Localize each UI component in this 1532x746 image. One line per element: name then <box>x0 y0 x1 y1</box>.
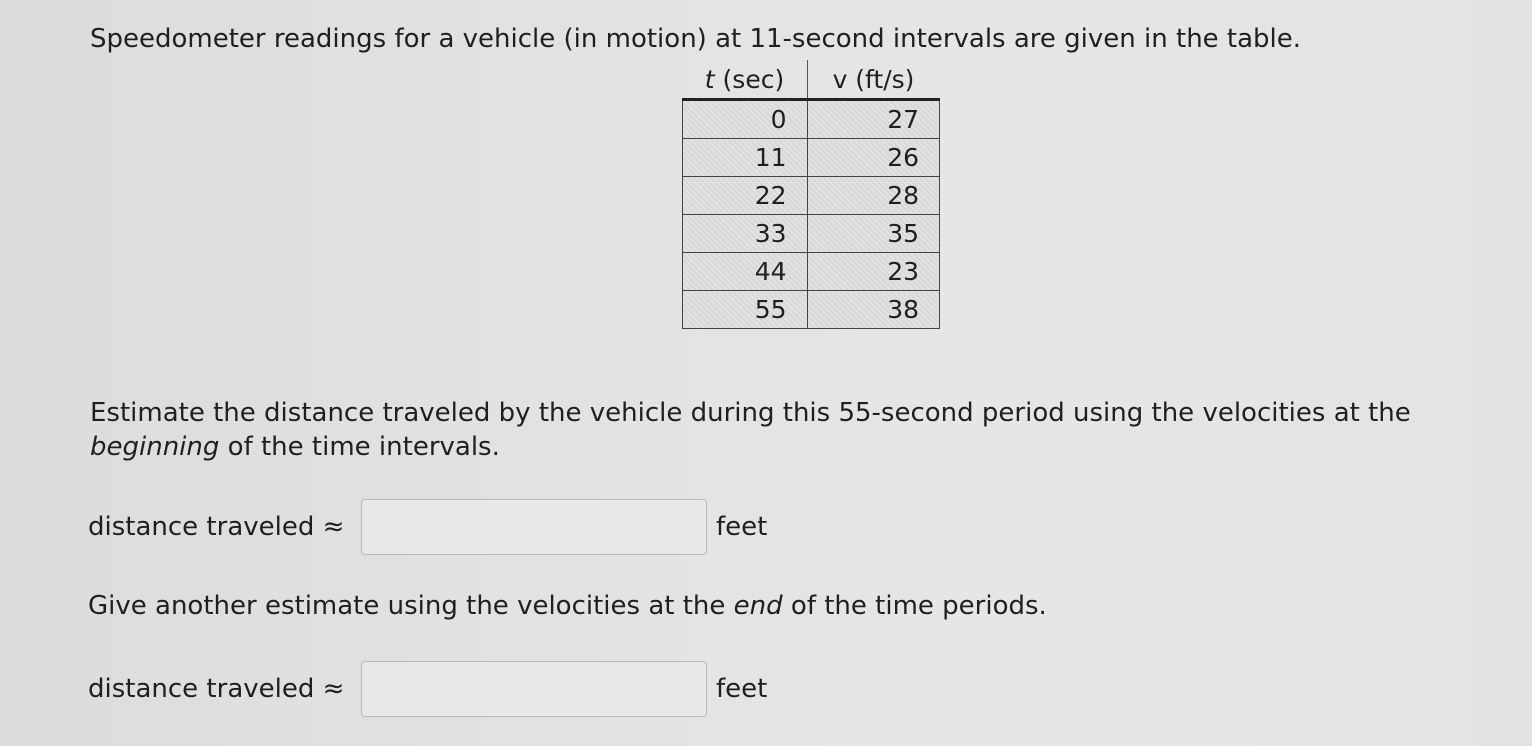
question-1-text-end: of the time intervals. <box>219 432 500 462</box>
header-time <box>683 60 808 100</box>
velocity-cell: 28 <box>807 177 940 215</box>
time-cell: 33 <box>683 215 808 253</box>
velocity-cell: 26 <box>807 139 940 177</box>
time-cell: 55 <box>683 291 808 329</box>
time-cell: 0 <box>683 100 808 139</box>
velocity-cell: 27 <box>807 100 940 139</box>
question-2-text-end: of the time periods. <box>782 591 1047 621</box>
speedometer-table <box>682 60 940 329</box>
table-row <box>683 215 940 253</box>
question-1-prompt <box>90 396 1430 464</box>
time-cell: 11 <box>683 139 808 177</box>
answer-2-unit: feet <box>716 674 768 704</box>
table-row <box>683 100 940 139</box>
distance-input-beginning[interactable] <box>361 499 707 555</box>
table-row <box>683 291 940 329</box>
header-velocity <box>807 60 940 100</box>
table-row <box>683 253 940 291</box>
velocity-unit: (ft/s) <box>847 64 915 94</box>
distance-input-end[interactable] <box>361 661 707 717</box>
time-variable: t <box>704 64 715 94</box>
answer-row-1 <box>88 499 767 555</box>
question-2-emphasis: end <box>733 591 783 621</box>
answer-row-2 <box>88 661 767 717</box>
table-row <box>683 139 940 177</box>
answer-1-label: distance traveled ≈ <box>88 512 345 542</box>
time-cell: 22 <box>683 177 808 215</box>
velocity-cell: 35 <box>807 215 940 253</box>
question-2-prompt <box>88 591 1047 621</box>
time-unit: (sec) <box>714 64 785 94</box>
velocity-cell: 38 <box>807 291 940 329</box>
time-cell: 44 <box>683 253 808 291</box>
table-header-row <box>683 60 940 100</box>
question-2-text: Give another estimate using the velocities at the <box>88 591 734 621</box>
velocity-cell: 23 <box>807 253 940 291</box>
problem-intro: Speedometer readings for a vehicle (in motion) at 11-second intervals are given in the table. <box>90 24 1302 54</box>
question-1-text: Estimate the distance traveled by the vehicle during this 55-second period using the velocities at the <box>90 398 1411 428</box>
velocity-variable: v <box>832 64 848 94</box>
question-1-emphasis: beginning <box>90 432 220 462</box>
table-row <box>683 177 940 215</box>
answer-1-unit: feet <box>716 512 768 542</box>
answer-2-label: distance traveled ≈ <box>88 674 345 704</box>
